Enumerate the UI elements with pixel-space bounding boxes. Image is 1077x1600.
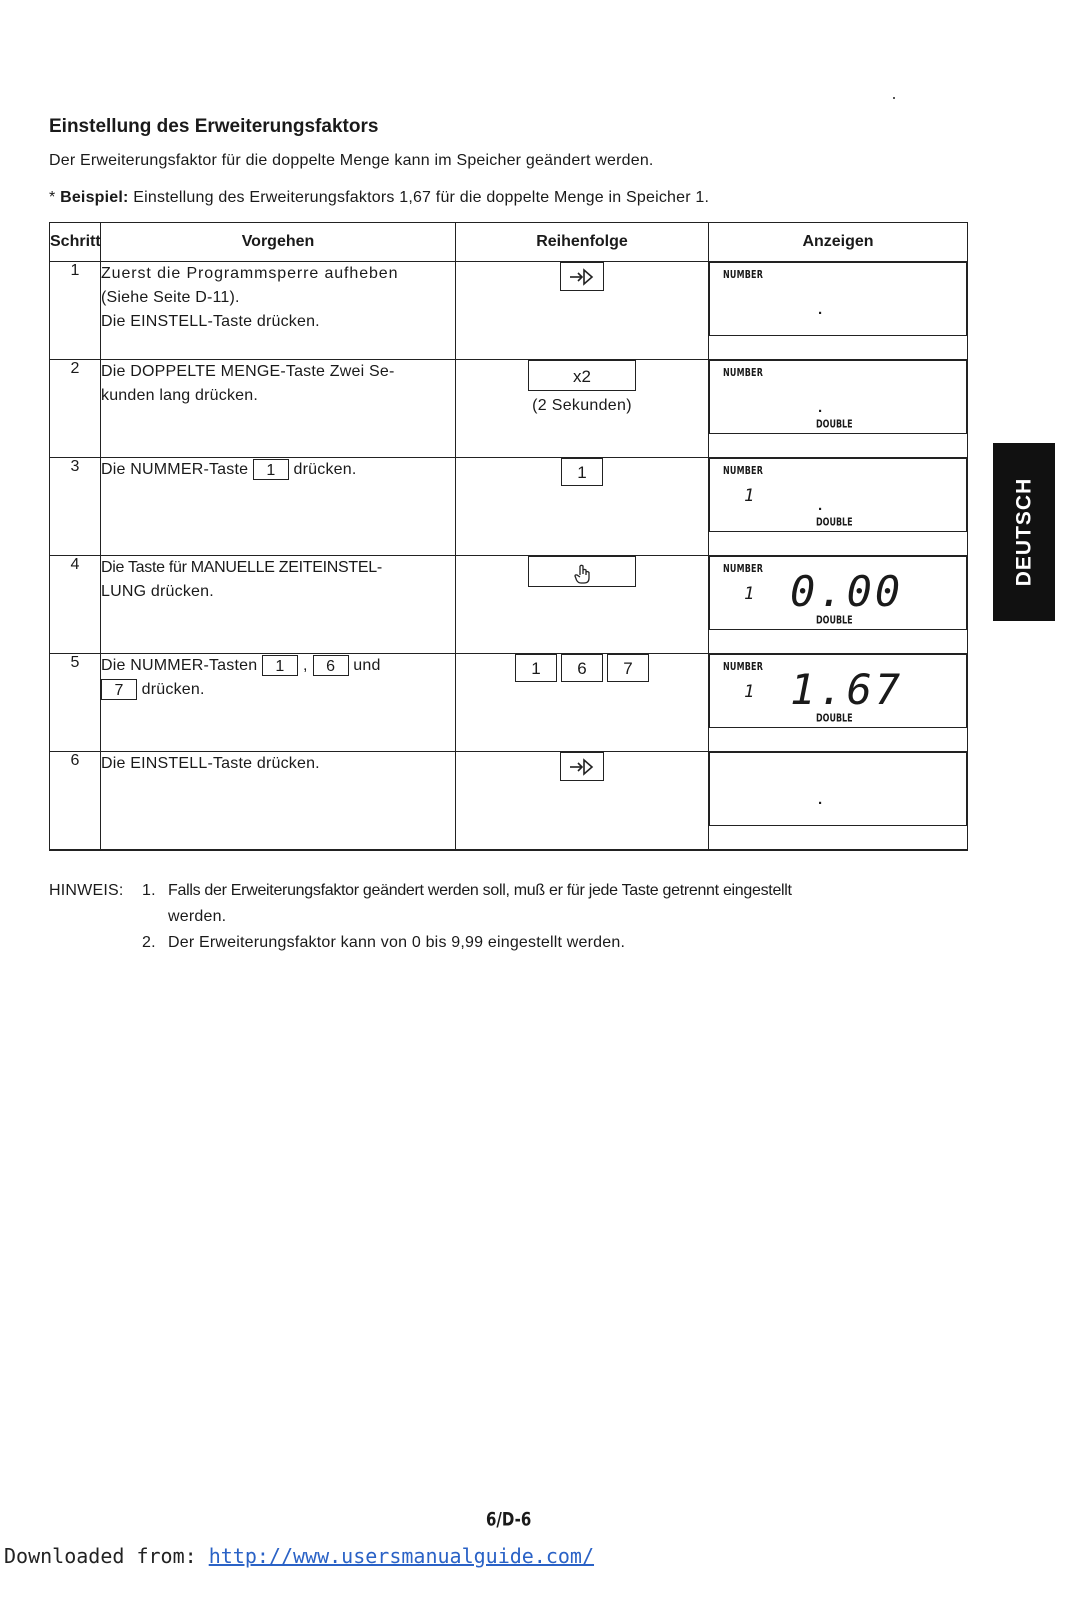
- table-row: [50, 752, 968, 851]
- footer-link[interactable]: http://www.usersmanualguide.com/: [208, 1544, 595, 1568]
- lcd-double-label: DOUBLE: [816, 712, 853, 724]
- step-procedure: [101, 262, 456, 360]
- example-label: Beispiel:: [60, 189, 129, 206]
- step-procedure: [101, 360, 456, 458]
- lcd-number-label: NUMBER: [723, 661, 764, 673]
- table-row: [50, 262, 968, 360]
- procedure-line: LUNG drücken.: [101, 583, 214, 600]
- table-row: [50, 654, 968, 752]
- procedure-text: drücken.: [288, 461, 357, 478]
- lcd-number-label: NUMBER: [723, 269, 764, 281]
- step-number: 4: [50, 556, 101, 654]
- header-sequence: Reihenfolge: [456, 223, 709, 262]
- page-title: Einstellung des Erweiterungsfaktors: [49, 116, 379, 137]
- double-quantity-key: x2: [528, 360, 636, 391]
- language-tab-label: DEUTSCH: [1012, 477, 1036, 587]
- number-key-1: 1: [262, 655, 298, 676]
- procedure-text: Die NUMMER-Taste: [101, 461, 253, 478]
- step-display: [709, 556, 968, 654]
- step-procedure: [101, 654, 456, 752]
- notes-section: [49, 878, 963, 956]
- step-sequence: [456, 360, 709, 458]
- lcd-display: [709, 654, 967, 728]
- step-number: 1: [50, 262, 101, 360]
- procedure-line: Die DOPPELTE MENGE-Taste Zwei Se-: [101, 363, 395, 380]
- lcd-double-label: DOUBLE: [816, 516, 853, 528]
- note-number: 1.: [142, 882, 156, 899]
- procedure-text: und: [353, 657, 381, 674]
- steps-table: [49, 222, 968, 851]
- lcd-digits: 0.00: [790, 567, 904, 616]
- lcd-number-label: NUMBER: [723, 563, 764, 575]
- scan-speck: [893, 97, 895, 99]
- enter-key-icon: [560, 262, 604, 291]
- step-sequence: [456, 458, 709, 556]
- lcd-double-label: DOUBLE: [816, 614, 853, 626]
- procedure-text: drücken.: [141, 681, 205, 698]
- procedure-line: Zuerst die Programmsperre aufheben: [101, 265, 399, 282]
- step-procedure: [101, 752, 456, 851]
- note-text: Falls der Erweiterungsfaktor geändert werden soll, muß er für jede Taste getrennt eingestellt werden.: [168, 882, 792, 925]
- table-row: [50, 458, 968, 556]
- procedure-line: (Siehe Seite D-11).: [101, 289, 240, 306]
- lcd-dot: .: [818, 301, 823, 318]
- step-display: [709, 262, 968, 360]
- step-sequence: [456, 556, 709, 654]
- lcd-display: [709, 458, 967, 532]
- table-row: [50, 360, 968, 458]
- step-number: 3: [50, 458, 101, 556]
- number-key-7: 7: [101, 679, 137, 700]
- lcd-display: [709, 556, 967, 630]
- step-procedure: [101, 556, 456, 654]
- lcd-dot: .: [818, 791, 823, 808]
- procedure-line: Die EINSTELL-Taste drücken.: [101, 755, 320, 772]
- lcd-digits: 1.67: [790, 665, 904, 714]
- lcd-display: [709, 752, 967, 826]
- procedure-line: Die Taste für MANUELLE ZEITEINSTEL-: [101, 559, 382, 576]
- lcd-memory-number: 1: [744, 486, 755, 506]
- step-display: [709, 458, 968, 556]
- lcd-display: [709, 262, 967, 336]
- procedure-text: Die NUMMER-Tasten: [101, 657, 262, 674]
- header-display: Anzeigen: [709, 223, 968, 262]
- lcd-number-label: NUMBER: [723, 367, 764, 379]
- note-text-continuation: werden.: [168, 908, 227, 925]
- example-prefix: *: [49, 189, 61, 206]
- footer-prefix: Downloaded from:: [4, 1544, 209, 1568]
- step-sequence: [456, 262, 709, 360]
- step-sequence: [456, 752, 709, 851]
- sequence-key: 7: [607, 654, 649, 682]
- notes-label: HINWEIS:: [49, 882, 124, 899]
- header-procedure: Vorgehen: [101, 223, 456, 262]
- lcd-number-label: NUMBER: [723, 465, 764, 477]
- intro-text: Der Erweiterungsfaktor für die doppelte Menge kann im Speicher geändert werden.: [49, 152, 654, 169]
- number-key-6: 6: [313, 655, 349, 676]
- step-procedure: [101, 458, 456, 556]
- lcd-display: [709, 360, 967, 434]
- note-text: Der Erweiterungsfaktor kann von 0 bis 9,99 eingestellt werden.: [168, 934, 626, 951]
- lcd-double-label: DOUBLE: [816, 418, 853, 430]
- note-number: 2.: [142, 934, 156, 951]
- footer-source: [4, 1544, 594, 1568]
- example-text: Einstellung des Erweiterungsfaktors 1,67 für die doppelte Menge in Speicher 1.: [128, 189, 710, 206]
- table-header-row: [50, 223, 968, 262]
- procedure-line: kunden lang drücken.: [101, 387, 258, 404]
- page-number: 6/D-6: [486, 1507, 532, 1531]
- lcd-dot: .: [818, 399, 823, 416]
- manual-time-key: [528, 556, 636, 587]
- lcd-memory-number: 1: [744, 682, 755, 702]
- sequence-key: 6: [561, 654, 603, 682]
- hand-pointer-icon: [572, 563, 592, 585]
- step-number: 5: [50, 654, 101, 752]
- step-number: 6: [50, 752, 101, 851]
- step-display: [709, 360, 968, 458]
- number-key-1: 1: [253, 459, 289, 480]
- step-display: [709, 752, 968, 851]
- header-step: Schritt: [50, 223, 101, 262]
- lcd-dot: .: [818, 497, 823, 514]
- sequence-key: 1: [561, 458, 603, 486]
- enter-key-icon: [560, 752, 604, 781]
- step-display: [709, 654, 968, 752]
- key-separator: ,: [302, 657, 308, 674]
- sequence-key: 1: [515, 654, 557, 682]
- procedure-line: Die EINSTELL-Taste drücken.: [101, 313, 320, 330]
- example-line: [49, 189, 709, 207]
- language-tab: [993, 443, 1055, 621]
- step-sequence: [456, 654, 709, 752]
- table-row: [50, 556, 968, 654]
- lcd-memory-number: 1: [744, 584, 755, 604]
- sequence-note: (2 Sekunden): [532, 397, 632, 414]
- step-number: 2: [50, 360, 101, 458]
